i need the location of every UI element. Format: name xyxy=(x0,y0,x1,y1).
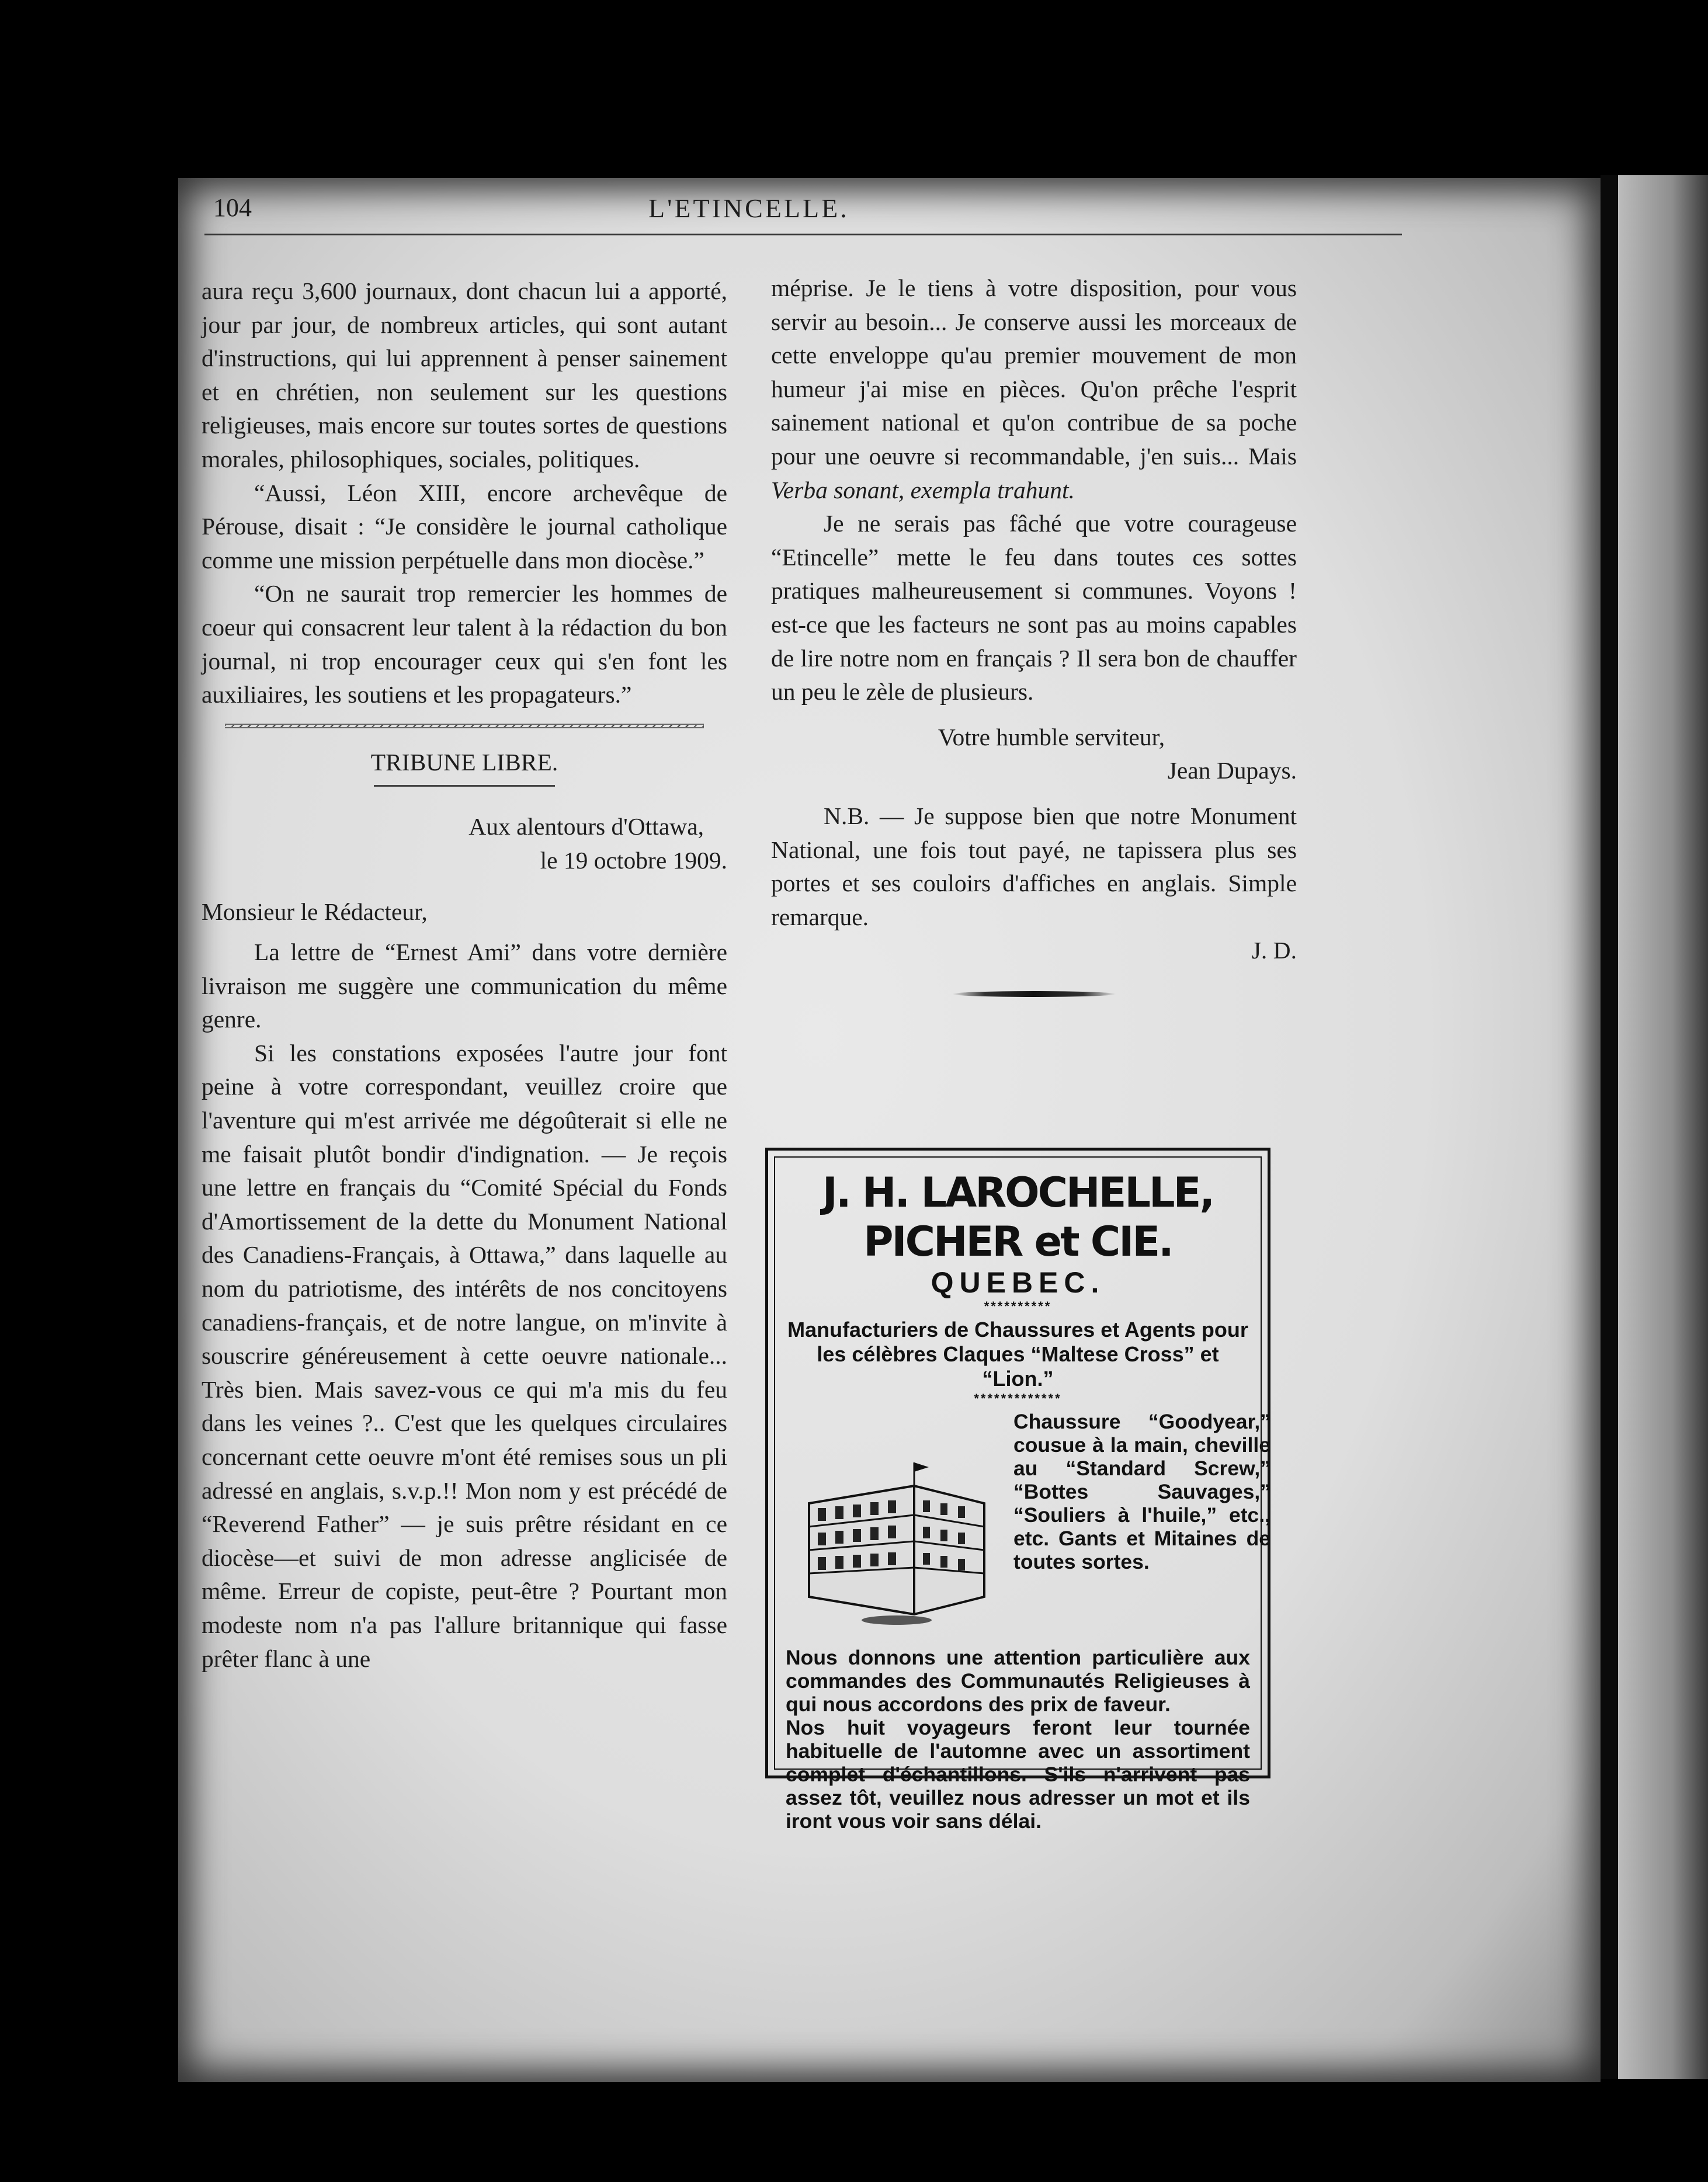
ad-inner-border xyxy=(774,1156,1270,1833)
page-gutter xyxy=(1601,175,1618,2079)
ad-city: QUEBEC. xyxy=(931,1266,1105,1299)
ad-company-name: J. H. LAROCHELLE, PICHER et CIE. xyxy=(822,1169,1214,1266)
page-number: 104 xyxy=(213,193,252,222)
facing-page-edge xyxy=(1618,175,1708,2079)
running-head: L'ETINCELLE. xyxy=(648,193,849,223)
header-rule xyxy=(204,234,1402,235)
ad-star-rule: ********** xyxy=(984,1299,1052,1314)
article-paragraph: “Aussi, Léon XIII, encore archevêque de Pérouse, disait : “Je considère le journal catholique comme une mission perpétuelle dans mon diocèse.” xyxy=(202,479,727,574)
article-paragraph: “On ne saurait trop remercier les hommes de coeur qui consacrent leur talent à la rédaction du bon journal, ni trop encourager ceux qui s'en font les auxiliaires, les soutiens et les propagateurs.” xyxy=(202,580,727,708)
salutation: Monsieur le Rédacteur, xyxy=(202,898,428,925)
signature: Jean Dupays. xyxy=(1167,757,1297,784)
latin-quote: Verba sonant, exempla trahunt. xyxy=(771,476,1075,503)
ad-notices xyxy=(786,1646,1250,1833)
ornament-divider xyxy=(952,991,1116,997)
ad-subtitle: Manufacturiers de Chaussures et Agents pour les célèbres Claques “Maltese Cross” et “Lion.” xyxy=(787,1318,1248,1391)
ad-notice: Nos huit voyageurs feront leur tournée habituelle de l'automne avec un assortiment complet d'échantillons. S'ils n'arrivent pas assez tôt, veuillez nous adresser un mot et ils iront vous voir sans délai. xyxy=(786,1716,1250,1833)
right-column xyxy=(771,272,1297,1023)
article-paragraph: aura reçu 3,600 journaux, dont chacun lui a apporté, jour par jour, de nombreux articles, qui sont autant d'instructions, qui lui apprennent à penser sainement et en chrétien, non seulement sur les questions religieuses, mais encore sur toutes sortes de questions morales, philosophiques, sociales, politiques. xyxy=(202,277,727,472)
ad-star-rule: ************* xyxy=(974,1391,1062,1406)
title-rule xyxy=(374,785,555,787)
page-header xyxy=(0,193,1422,239)
nb-note: N.B. — Je suppose bien que notre Monument National, une fois tout payé, ne tapissera plus ses portes et ses couloirs d'affiches en anglais. Simple remarque. xyxy=(771,802,1297,930)
ad-products: Chaussure “Goodyear,” cousue à la main, cheville au “Standard Screw,” “Bottes Sauvages,” “Souliers à l'huile,” etc., etc. Gants et Mitaines de toutes sortes. xyxy=(1013,1410,1270,1573)
initials: J. D. xyxy=(1251,937,1297,964)
factory-building-icon xyxy=(797,1451,996,1626)
left-column xyxy=(202,275,727,1676)
letter-paragraph: Je ne serais pas fâché que votre courageuse “Etincelle” mette le feu dans toutes ces sottes pratiques malheureusement si communes. Voyons ! est-ce que les facteurs ne sont pas au moins capables de lire notre nom en français ? Il sera bon de chauffer un peu le zèle de plusieurs. xyxy=(771,510,1297,706)
wavy-divider xyxy=(225,724,704,728)
letter-paragraph xyxy=(771,272,1297,507)
advertisement xyxy=(765,1148,1270,1833)
dateline-place: Aux alentours d'Ottawa, xyxy=(468,813,704,840)
section-title: TRIBUNE LIBRE. xyxy=(370,748,558,776)
letter-paragraph: Si les constations exposées l'autre jour font peine à votre correspondant, veuillez croire que l'aventure qui m'est arrivée me dégoûterait si elle ne me faisait plutôt bondir d'indignation. — Je reçois une lettre en français du “Comité Spécial du Fonds d'Amortissement de la dette du Monument National des Canadiens-Français, à Ottawa,” dans laquelle au nom du patriotisme, des intérêts de nos concitoyens canadiens-français, et de notre langue, on m'invite à souscrire généreusement à cette oeuvre nationale... Très bien. Mais savez-vous ce qui m'a mis du feu dans les veines ?.. C'est que les quelques circulaires concernant cette oeuvre m'ont été remises sous un pli adressé en anglais, s.v.p.!! Mon nom y est précédé de “Reverend Father” — je suis prêtre résidant en ce diocèse—et suivi de mon adresse anglicisée de même. Erreur de copiste, peut-être ? Pourtant mon modeste nom n'a pas l'allure britannique qui fasse prêter flanc à une xyxy=(202,1039,727,1672)
letter-text: méprise. Je le tiens à votre disposition, pour vous servir au besoin... Je conserve aussi les morceaux de cette enveloppe qu'au premier mouvement de mon humeur j'ai mise en pièces. Qu'on prêche l'esprit sainement national et qu'on contribue de sa poche pour une oeuvre si recommandable, j'en suis... Mais xyxy=(771,275,1297,470)
letter-paragraph: La lettre de “Ernest Ami” dans votre dernière livraison me suggère une communication du même genre. xyxy=(202,939,727,1033)
dateline-date: le 19 octobre 1909. xyxy=(540,846,727,874)
ad-middle xyxy=(786,1410,1270,1644)
closing: Votre humble serviteur, xyxy=(938,723,1165,751)
ad-notice: Nous donnons une attention particulière aux commandes des Communautés Religieuses à qui nous accordons des prix de faveur. xyxy=(786,1646,1250,1716)
